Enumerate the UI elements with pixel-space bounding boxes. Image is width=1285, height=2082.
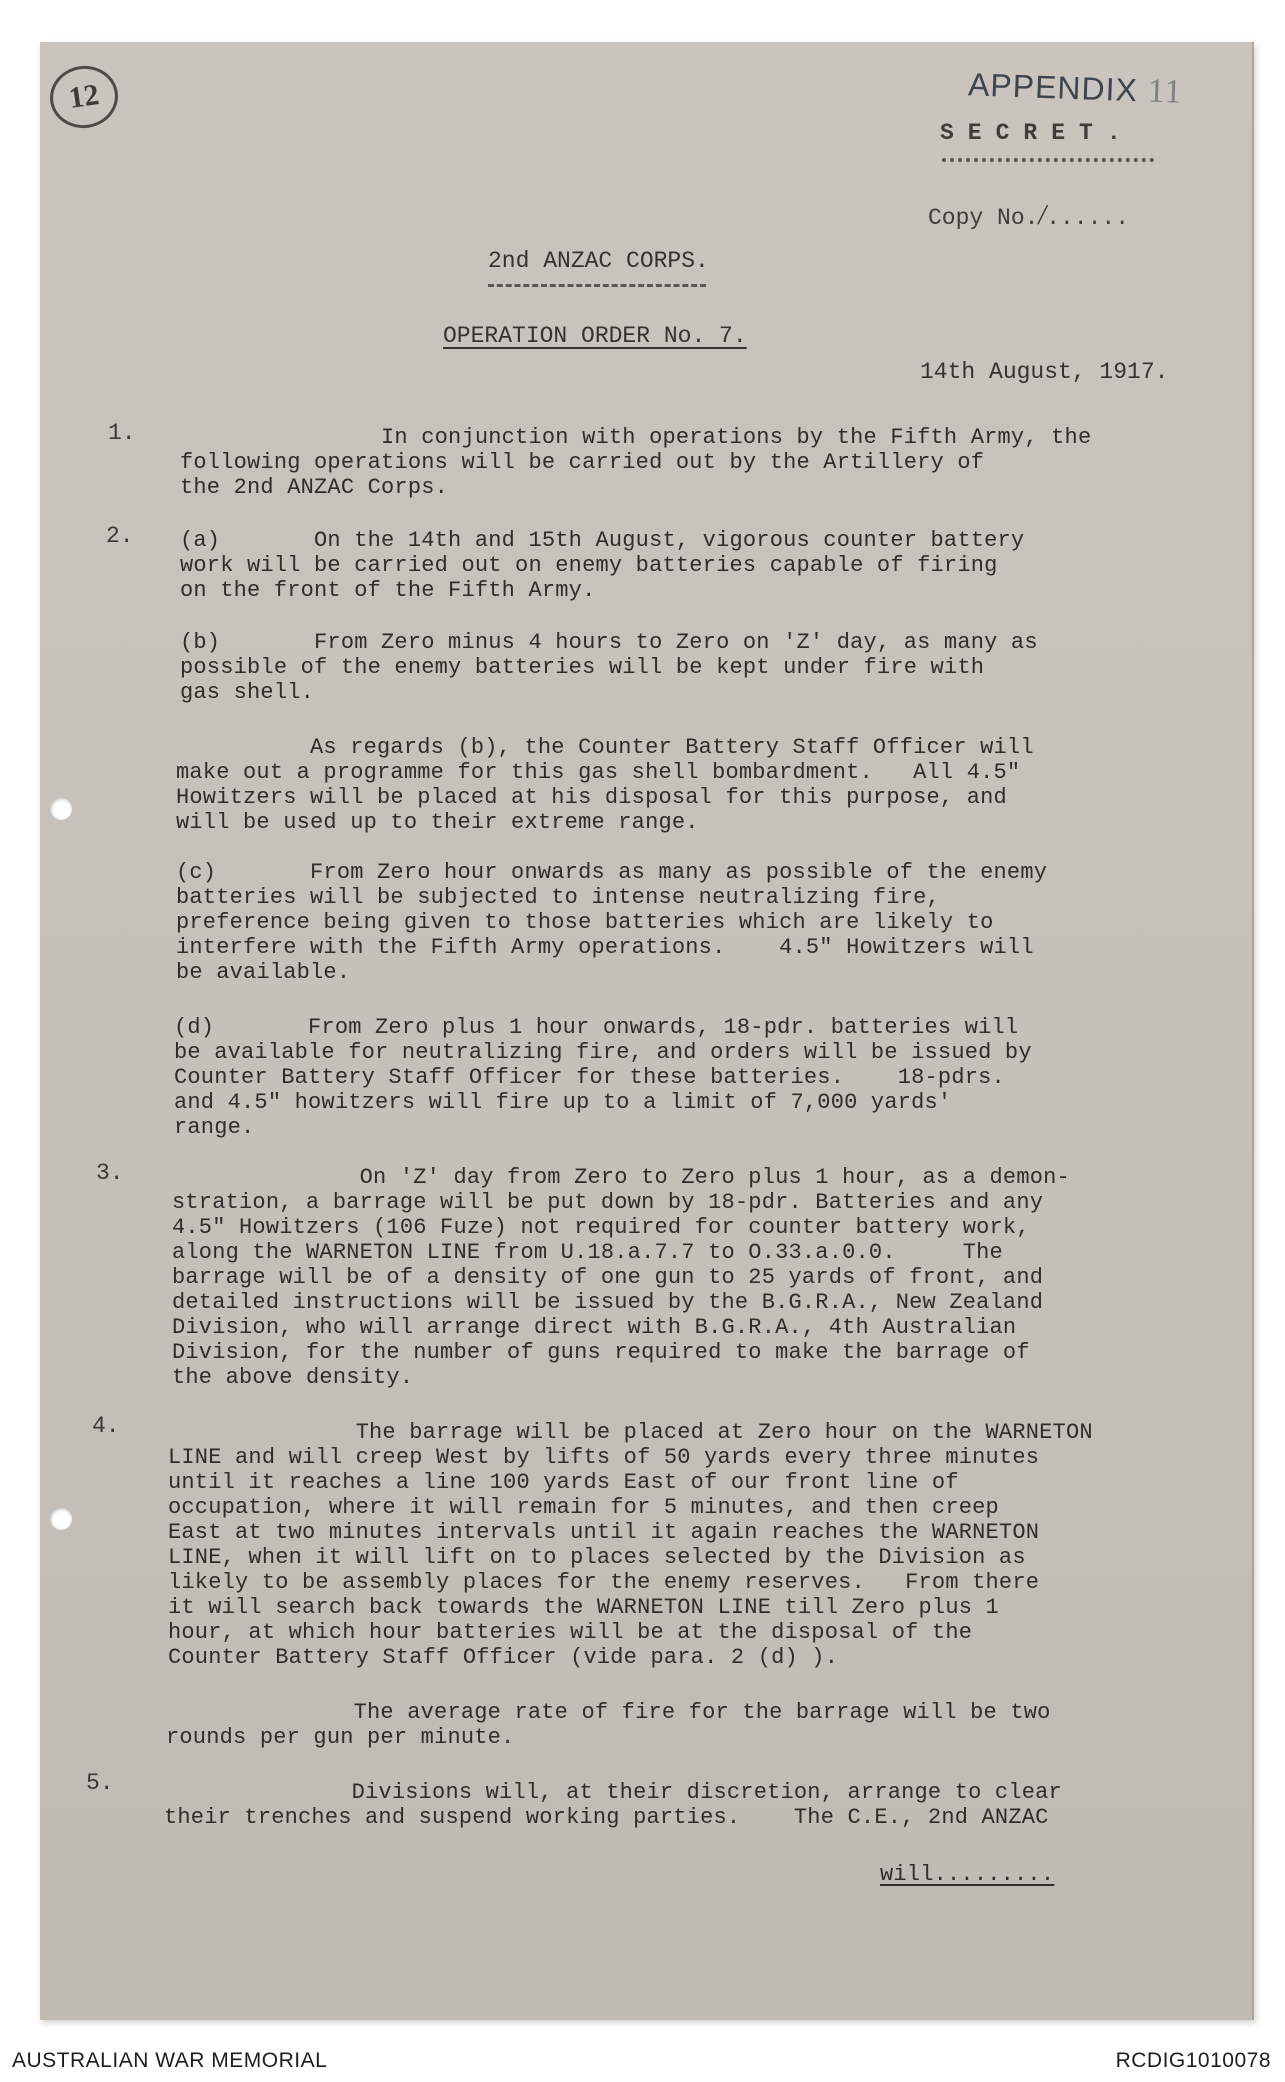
appendix-stamp — [967, 66, 1183, 111]
para-number-1: 1. — [108, 420, 136, 446]
copy-label: Copy No. — [928, 205, 1039, 231]
para-2b-note-text: As regards (b), the Counter Battery Staff Officer will make out a programme for this gas shell bombardment. All 4.5" Howitzers will be placed at his disposal for this purpose, and will be used up to their extreme range. — [176, 735, 1034, 835]
order-date: 14th August, 1917. — [920, 359, 1169, 385]
classification-underline — [942, 158, 1154, 162]
corps-heading: 2nd ANZAC CORPS. — [488, 248, 709, 274]
para-3-text: On 'Z' day from Zero to Zero plus 1 hour, as a demon- stration, a barrage will be put down by 18-pdr. Batteries and any 4.5" Howitzers (106 Fuze) not required for counter battery work, along the WARNETON LINE from U.18.a.7.7 to O.33.a.0.0. The barrage will be of a density of one gun to 25 yards of front, and detailed instructions will be issued by the B.G.R.A., New Zealand Division, who will arrange direct with B.G.R.A., 4th Australian Division, for the number of guns required to make the barrage of the above density. — [172, 1165, 1070, 1390]
corps-underline — [488, 284, 706, 287]
para-1-text: In conjunction with operations by the Fifth Army, the following operations will be carried out by the Artillery of the 2nd ANZAC Corps. — [180, 425, 1092, 500]
para-2b-text: (b) From Zero minus 4 hours to Zero on 'Z' day, as many as possible of the enemy batteries will be kept under fire with gas shell. — [180, 630, 1038, 705]
para-2c-text: (c) From Zero hour onwards as many as possible of the enemy batteries will be subjected to intense neutralizing fire, preference being given to those batteries which are likely to interfere with the Fifth Army operations. 4.5" Howitzers will be available. — [176, 860, 1048, 985]
para-number-4: 4. — [92, 1413, 120, 1439]
para-4-text: The barrage will be placed at Zero hour on the WARNETON LINE and will creep West by lifts of 50 yards every three minutes until it reaches a line 100 yards East of our front line of occupation, where it will remain for 5 minutes, and then creep East at two minutes intervals until it again reaches the WARNETON LINE, when it will lift on to places selected by the Division as likely to be assembly places for the enemy reserves. From there it will search back towards the WARNETON LINE till Zero plus 1 hour, at which hour batteries will be at the disposal of the Counter Battery Staff Officer (vide para. 2 (d) ). — [168, 1420, 1093, 1670]
punch-hole-upper — [50, 798, 72, 820]
copy-number-handwritten: / — [1038, 200, 1047, 231]
para-number-2: 2. — [106, 523, 134, 549]
continuation-catchword: will......... — [880, 1862, 1055, 1887]
classification-label: SECRET. — [940, 120, 1135, 146]
para-number-5: 5. — [86, 1770, 114, 1796]
para-2d-text: (d) From Zero plus 1 hour onwards, 18-pdr. batteries will be available for neutralizing fire, and orders will be issued by Counter Battery Staff Officer for these batteries. 18-pdrs. and 4.5" howitzers will fire up to a limit of 7,000 yards' range. — [174, 1015, 1032, 1140]
para-number-3: 3. — [96, 1160, 124, 1186]
order-title: OPERATION ORDER No. 7. — [443, 323, 747, 349]
appendix-label: APPENDIX — [967, 66, 1139, 109]
punch-hole-lower — [50, 1508, 72, 1530]
copy-number-line — [928, 200, 1129, 232]
appendix-number: 11 — [1147, 72, 1184, 111]
footer-catalogue-id: RCDIG1010078 — [1115, 2049, 1271, 2072]
para-5-text: Divisions will, at their discretion, arrange to clear their trenches and suspend working parties. The C.E., 2nd ANZAC — [164, 1780, 1062, 1830]
footer-institution: AUSTRALIAN WAR MEMORIAL — [12, 2049, 328, 2072]
para-2a-text: (a) On the 14th and 15th August, vigorous counter battery work will be carried out on enemy batteries capable of firing on the front of the Fifth Army. — [180, 528, 1025, 603]
para-4-note-text: The average rate of fire for the barrage will be two rounds per gun per minute. — [166, 1700, 1051, 1750]
page-number: 12 — [66, 78, 102, 115]
copy-dots: ...... — [1046, 205, 1130, 231]
